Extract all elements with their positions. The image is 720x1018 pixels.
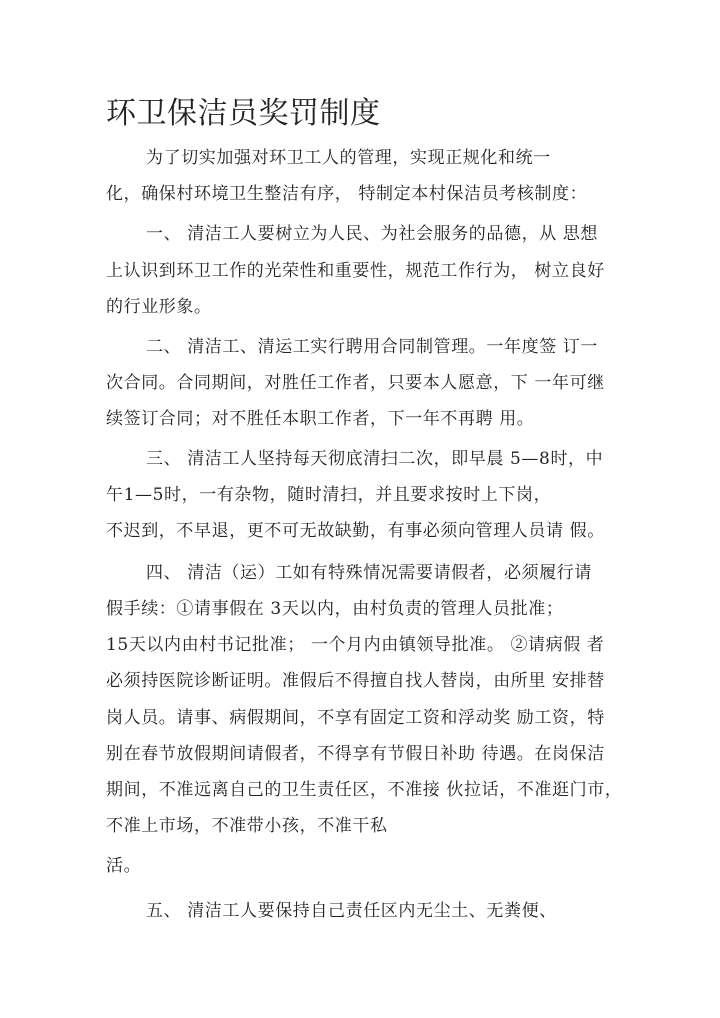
paragraph-line: 活。 [106,856,142,876]
paragraph-line: 午1—5时，一有杂物，随时清扫，并且要求按时上下岗， [106,485,552,505]
paragraph-line: 二、 清洁工、清运工实行聘用合同制管理。一年度签 订一 [146,337,599,357]
paragraph-line: 别在春节放假期间请假者，不得享有节假日补助 待遇。在岗保洁 [106,744,605,764]
paragraph-line: 的行业形象。 [106,297,212,317]
paragraph-line: 三、 清洁工人坚持每天彻底清扫二次，即早晨 5—8时，中 [146,449,604,469]
paragraph-line: 次合同。合同期间，对胜任工作者，只要本人愿意，下 一年可继 [106,373,605,393]
paragraph-line: 假手续：①请事假在 3天以内，由村负责的管理人员批准； [106,599,564,619]
paragraph-line: 四、 清洁（运）工如有特殊情况需要请假者，必须履行请 [146,563,593,583]
paragraph-line: 期间，不准远离自己的卫生责任区，不准接 伙拉话，不准逛门市， [106,780,623,800]
paragraph-line: 化，确保村环境卫生整洁有序， 特制定本村保洁员考核制度： [106,184,588,204]
paragraph-line: 一、 清洁工人要树立为人民、为社会服务的品德，从 思想 [146,224,599,244]
paragraph-line: 不迟到，不早退，更不可无故缺勤，有事必须向管理人员请 假。 [106,521,605,541]
paragraph-line: 为了切实加强对环卫工人的管理，实现正规化和统一 [146,148,551,168]
paragraph-line: 续签订合同；对不胜任本职工作者，下一年不再聘 用。 [106,409,535,429]
paragraph-line: 必须持医院诊断证明。准假后不得擅自找人替岗，由所里 安排替 [106,671,605,691]
document-title: 环卫保洁员奖罚制度 [106,96,381,131]
paragraph-line: 上认识到环卫工作的光荣性和重要性，规范工作行为， 树立良好 [106,261,605,281]
paragraph-line: 五、 清洁工人要保持自己责任区内无尘土、无粪便、 [146,901,557,921]
paragraph-line: 15天以内由村书记批准； 一个月内由镇领导批准。 ②请病假 者 [106,635,605,655]
paragraph-line: 岗人员。请事、病假期间，不享有固定工资和浮动奖 励工资，特 [106,708,605,728]
paragraph-line: 不准上市场，不准带小孩，不准干私 [106,816,388,836]
